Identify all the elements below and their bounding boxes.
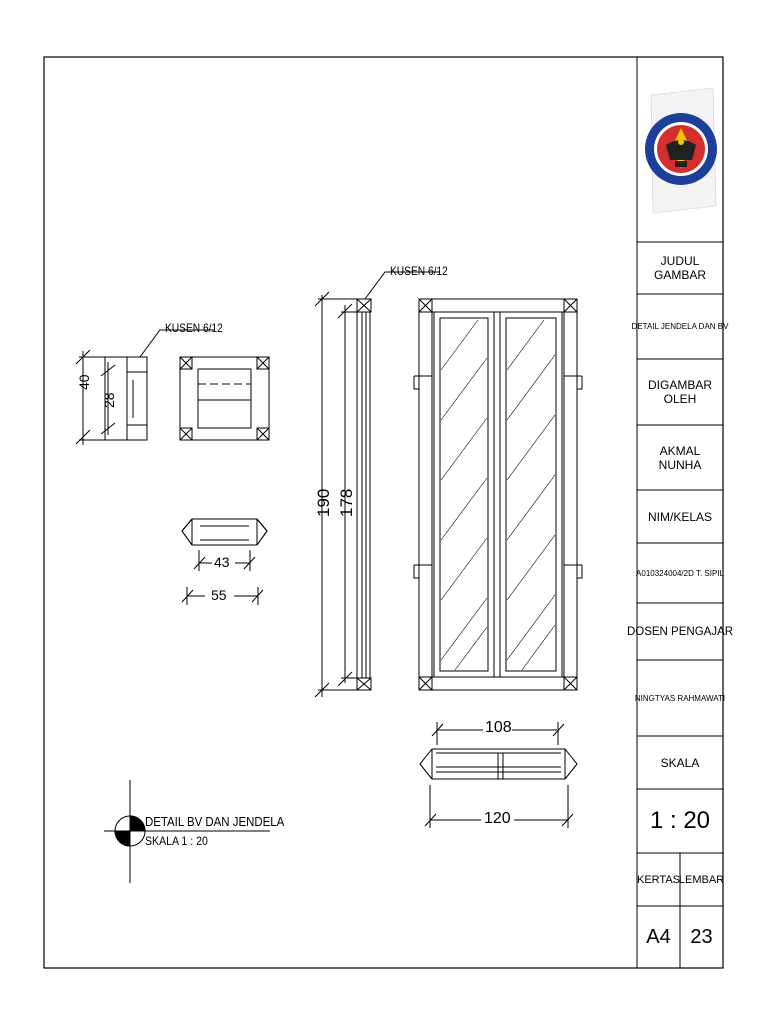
dosen-pengajar-value: NINGTYAS RAHMAWATI — [634, 693, 726, 703]
digambar-oleh-label: DIGAMBAR OLEH — [647, 378, 712, 406]
window-section-view — [357, 299, 371, 690]
digambar-oleh-value: AKMAL NUNHA — [658, 443, 702, 472]
skala-label: SKALA — [660, 755, 700, 770]
dimension-55-label: 55 — [211, 587, 227, 603]
kertas-label: KERTAS — [637, 873, 680, 886]
dimension-43-label: 43 — [214, 554, 230, 570]
window-elevation — [414, 299, 582, 690]
detail-scale: SKALA 1 : 20 — [145, 834, 208, 848]
lembar-label: LEMBAR — [678, 873, 725, 886]
judul-gambar-label: JUDUL GAMBAR — [653, 254, 706, 282]
dimension-108-label: 108 — [485, 719, 512, 736]
kusen-label-left: KUSEN 6/12 — [165, 321, 223, 335]
kertas-value: A4 — [646, 925, 671, 948]
kusen-label-top: KUSEN 6/12 — [390, 264, 448, 278]
skala-value: 1 : 20 — [649, 807, 711, 834]
polytechnic-logo — [645, 88, 717, 213]
dimension-28-label: 28 — [101, 392, 117, 408]
detail-title: DETAIL BV DAN JENDELA — [145, 814, 285, 829]
dimension-120-label: 120 — [484, 810, 511, 827]
dimension-190-label: 190 — [314, 488, 333, 517]
nim-kelas-value: A010324004/2D T. SIPIL — [636, 568, 724, 578]
lembar-value: 23 — [690, 925, 713, 948]
detail-marker — [104, 780, 270, 883]
dosen-pengajar-label: DOSEN PENGAJAR — [626, 625, 734, 638]
dimension-40-label: 40 — [76, 374, 92, 390]
frame-front-view — [180, 357, 269, 440]
judul-gambar-value: DETAIL JENDELA DAN BV — [631, 322, 729, 331]
nim-kelas-label: NIM/KELAS — [647, 509, 713, 524]
dimension-178-label: 178 — [337, 488, 356, 517]
glass-hatching — [441, 320, 555, 670]
